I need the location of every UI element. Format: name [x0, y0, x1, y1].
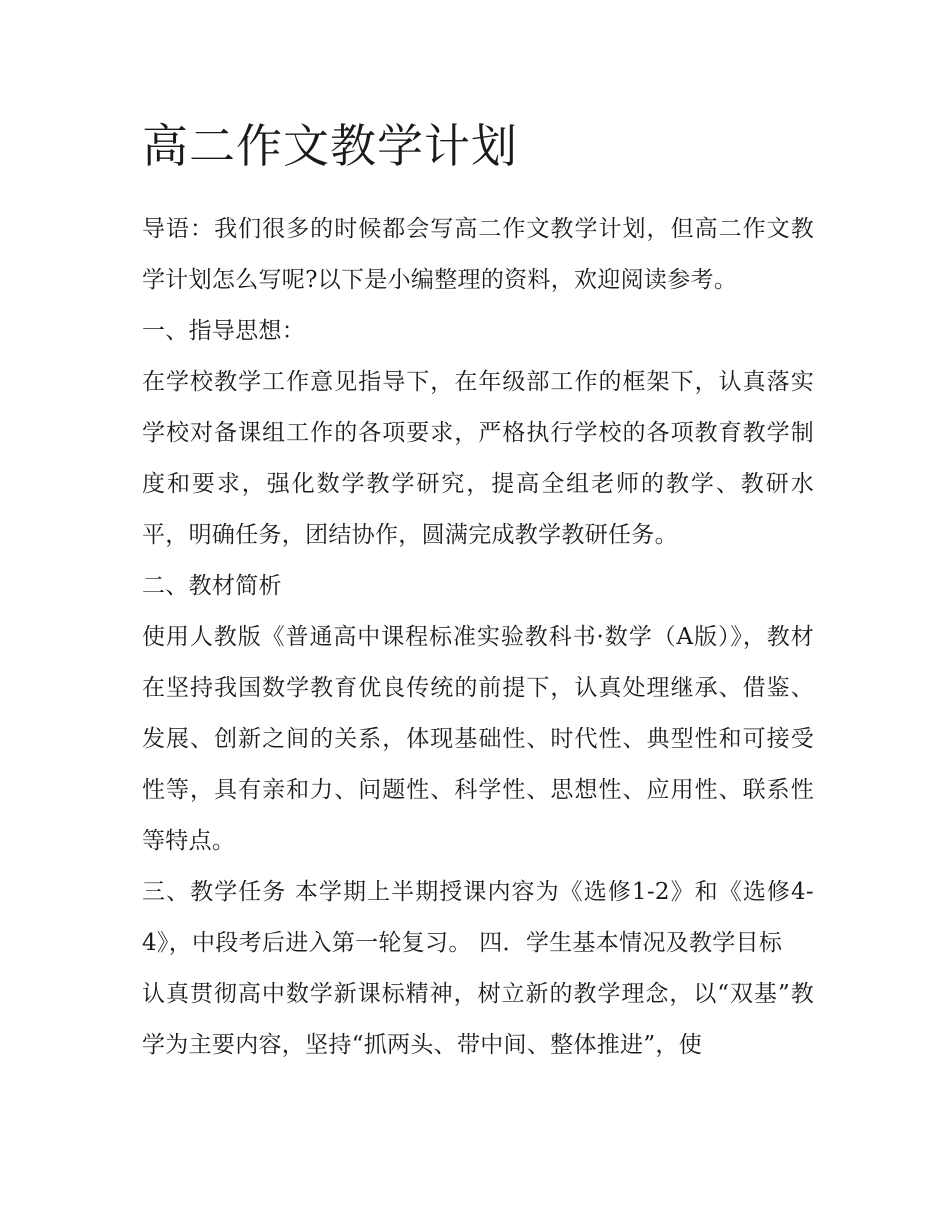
- textbook-analysis-paragraph: 使用人教版《普通高中课程标准实验教科书·数学（A版）》，教材在坚持我国数学教育优良传统的前提下，认真处理继承、借鉴、发展、创新之间的关系，体现基础性、时代性、典型性和可接受性等，具有亲和力、问题性、科学性、思想性、应用性、联系性等特点。: [142, 624, 814, 854]
- section-heading-textbook-analysis: 二、教材简析: [142, 573, 282, 599]
- section-heading-guiding-ideas: 一、指导思想：: [142, 318, 306, 344]
- document-body: [142, 112, 814, 1071]
- teaching-tasks-paragraph: 三、教学任务 本学期上半期授课内容为《选修1-2》和《选修4-4》，中段考后进入第一轮复习。 四．学生基本情况及教学目标: [142, 879, 814, 956]
- teaching-goals-paragraph: 认真贯彻高中数学新课标精神，树立新的教学理念，以“双基”教学为主要内容，坚持“抓两头、带中间、整体推进”，使: [142, 981, 814, 1058]
- guiding-ideas-paragraph: 在学校教学工作意见指导下，在年级部工作的框架下，认真落实学校对备课组工作的各项要求，严格执行学校的各项教育教学制度和要求，强化数学教学研究，提高全组老师的教学、教研水平，明确任务，团结协作，圆满完成教学教研任务。: [142, 369, 814, 548]
- document-title: 高二作文教学计划: [142, 119, 518, 173]
- intro-paragraph: 导语：我们很多的时候都会写高二作文教学计划，但高二作文教学计划怎么写呢?以下是小编整理的资料，欢迎阅读参考。: [142, 216, 814, 293]
